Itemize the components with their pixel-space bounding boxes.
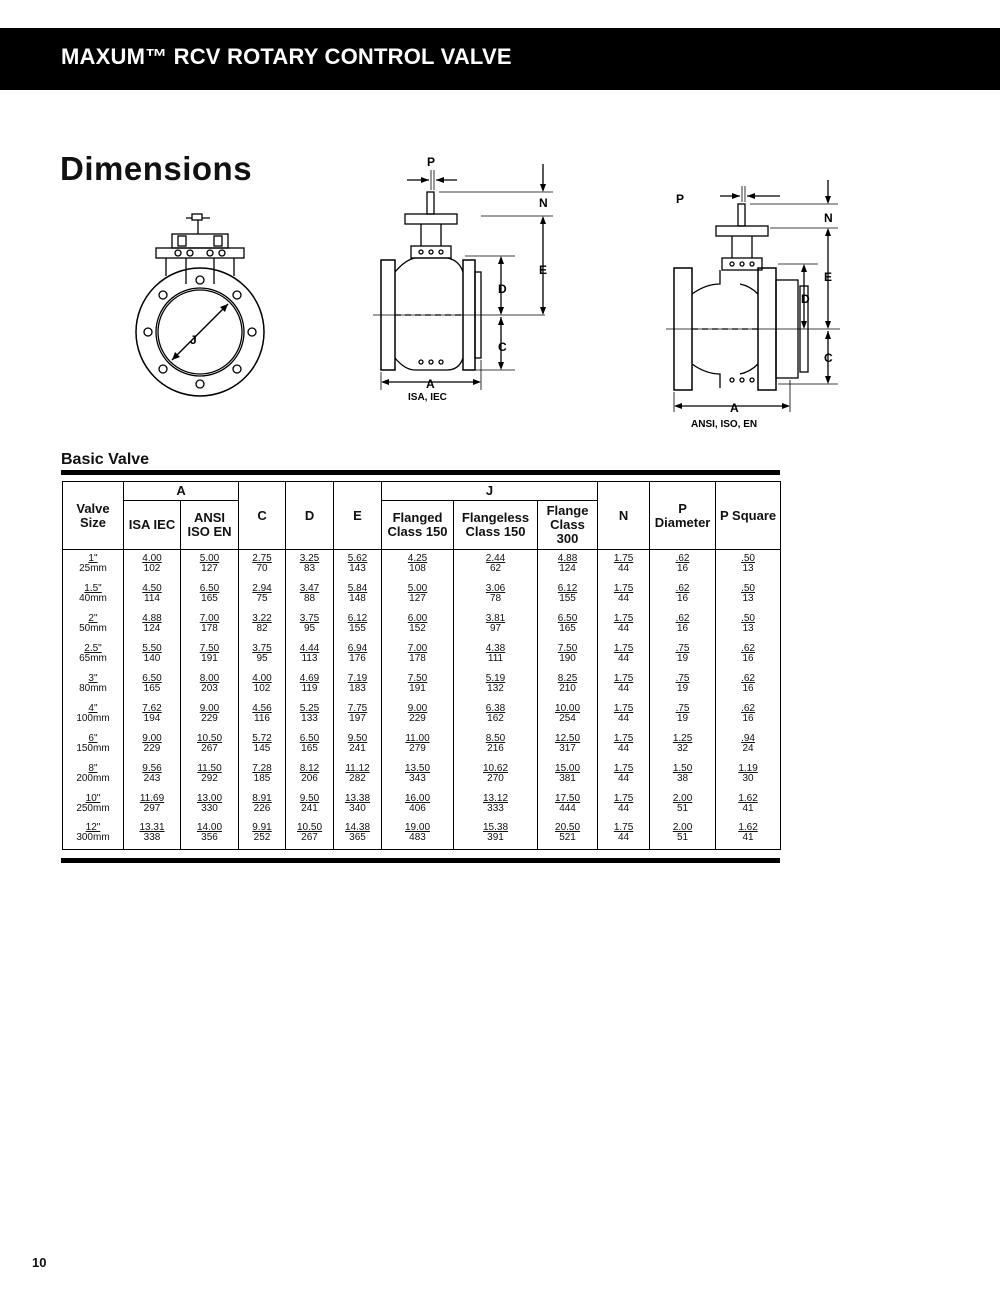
cell-j150: $\frac{16.00}{406}$ xyxy=(382,790,454,820)
cell-ansi: $\frac{7.00}{178}$ xyxy=(181,610,239,640)
cell-n: $\frac{1.75}{44}$ xyxy=(598,610,650,640)
cell-j150: $\frac{5.00}{127}$ xyxy=(382,580,454,610)
cell-c: $\frac{4.00}{102}$ xyxy=(239,670,286,700)
cell-isa: $\frac{4.88}{124}$ xyxy=(124,610,181,640)
cell-pd: $\frac{1.50}{38}$ xyxy=(650,760,716,790)
cell-j150: $\frac{7.00}{178}$ xyxy=(382,640,454,670)
cell-isa: $\frac{9.56}{243}$ xyxy=(124,760,181,790)
header-bar xyxy=(0,28,1000,90)
table-row xyxy=(63,640,781,670)
ansi-label-n: N xyxy=(824,211,833,225)
cell-jfl: $\frac{10.62}{270}$ xyxy=(454,760,538,790)
cell-d: $\frac{8.12}{206}$ xyxy=(286,760,334,790)
ansi-caption: ANSI, ISO, EN xyxy=(691,419,758,430)
top-rule xyxy=(61,470,780,475)
cell-e: $\frac{5.62}{143}$ xyxy=(334,550,382,580)
header-title: MAXUM™ RCV ROTARY CONTROL VALVE xyxy=(61,44,512,69)
cell-ansi: $\frac{13.00}{330}$ xyxy=(181,790,239,820)
cell-size: $\frac{3"}{80mm}$ xyxy=(63,670,124,700)
cell-jfl: $\frac{4.38}{111}$ xyxy=(454,640,538,670)
cell-j300: $\frac{6.50}{165}$ xyxy=(538,610,598,640)
cell-ps: $\frac{.62}{16}$ xyxy=(716,640,781,670)
cell-size: $\frac{1.5"}{40mm}$ xyxy=(63,580,124,610)
cell-pd: $\frac{.75}{19}$ xyxy=(650,670,716,700)
isa-label-e: E xyxy=(539,263,548,277)
header-c: C xyxy=(239,482,286,550)
cell-ps: $\frac{1.62}{41}$ xyxy=(716,820,781,850)
table-row xyxy=(63,670,781,700)
cell-isa: $\frac{4.00}{102}$ xyxy=(124,550,181,580)
dimensions-table xyxy=(62,481,781,850)
front-view-drawing xyxy=(130,210,270,400)
cell-jfl: $\frac{3.06}{78}$ xyxy=(454,580,538,610)
cell-ps: $\frac{.62}{16}$ xyxy=(716,700,781,730)
cell-d: $\frac{6.50}{165}$ xyxy=(286,730,334,760)
cell-size: $\frac{8"}{200mm}$ xyxy=(63,760,124,790)
header-isa-iec: ISA IEC xyxy=(124,501,181,550)
cell-pd: $\frac{.75}{19}$ xyxy=(650,640,716,670)
cell-j300: $\frac{6.12}{155}$ xyxy=(538,580,598,610)
header-group-a: A xyxy=(124,482,239,501)
cell-c: $\frac{4.56}{116}$ xyxy=(239,700,286,730)
page-title: Dimensions xyxy=(60,150,253,187)
cell-ansi: $\frac{10.50}{267}$ xyxy=(181,730,239,760)
cell-j150: $\frac{9.00}{229}$ xyxy=(382,700,454,730)
cell-ps: $\frac{.50}{13}$ xyxy=(716,550,781,580)
cell-d: $\frac{5.25}{133}$ xyxy=(286,700,334,730)
cell-j150: $\frac{4.25}{108}$ xyxy=(382,550,454,580)
cell-e: $\frac{6.94}{176}$ xyxy=(334,640,382,670)
dimensions-table-body xyxy=(63,550,781,850)
cell-c: $\frac{3.22}{82}$ xyxy=(239,610,286,640)
cell-ansi: $\frac{11.50}{292}$ xyxy=(181,760,239,790)
cell-pd: $\frac{.62}{16}$ xyxy=(650,610,716,640)
header-ansi-iso-en: ANSI ISO EN xyxy=(181,501,239,550)
cell-j300: $\frac{17.50}{444}$ xyxy=(538,790,598,820)
cell-jfl: $\frac{6.38}{162}$ xyxy=(454,700,538,730)
cell-jfl: $\frac{8.50}{216}$ xyxy=(454,730,538,760)
cell-d: $\frac{3.25}{83}$ xyxy=(286,550,334,580)
cell-n: $\frac{1.75}{44}$ xyxy=(598,580,650,610)
cell-c: $\frac{7.28}{185}$ xyxy=(239,760,286,790)
section-title: Basic Valve xyxy=(61,451,150,468)
isa-side-view-drawing xyxy=(365,150,560,410)
cell-jfl: $\frac{5.19}{132}$ xyxy=(454,670,538,700)
cell-c: $\frac{2.94}{75}$ xyxy=(239,580,286,610)
cell-n: $\frac{1.75}{44}$ xyxy=(598,820,650,850)
ansi-label-c: C xyxy=(824,351,833,365)
cell-ps: $\frac{.94}{24}$ xyxy=(716,730,781,760)
cell-isa: $\frac{13.31}{338}$ xyxy=(124,820,181,850)
table-row xyxy=(63,610,781,640)
cell-j300: $\frac{20.50}{521}$ xyxy=(538,820,598,850)
cell-pd: $\frac{.62}{16}$ xyxy=(650,550,716,580)
isa-label-a: A xyxy=(426,377,435,391)
cell-e: $\frac{7.19}{183}$ xyxy=(334,670,382,700)
cell-j300: $\frac{7.50}{190}$ xyxy=(538,640,598,670)
cell-d: $\frac{4.69}{119}$ xyxy=(286,670,334,700)
cell-n: $\frac{1.75}{44}$ xyxy=(598,790,650,820)
cell-ps: $\frac{.50}{13}$ xyxy=(716,610,781,640)
cell-jfl: $\frac{15.38}{391}$ xyxy=(454,820,538,850)
cell-n: $\frac{1.75}{44}$ xyxy=(598,730,650,760)
cell-size: $\frac{12"}{300mm}$ xyxy=(63,820,124,850)
cell-e: $\frac{7.75}{197}$ xyxy=(334,700,382,730)
table-row xyxy=(63,550,781,580)
cell-pd: $\frac{2.00}{51}$ xyxy=(650,790,716,820)
bottom-rule xyxy=(61,858,780,863)
cell-isa: $\frac{6.50}{165}$ xyxy=(124,670,181,700)
cell-d: $\frac{10.50}{267}$ xyxy=(286,820,334,850)
cell-e: $\frac{5.84}{148}$ xyxy=(334,580,382,610)
cell-j300: $\frac{8.25}{210}$ xyxy=(538,670,598,700)
cell-size: $\frac{1"}{25mm}$ xyxy=(63,550,124,580)
cell-c: $\frac{2.75}{70}$ xyxy=(239,550,286,580)
cell-e: $\frac{11.12}{282}$ xyxy=(334,760,382,790)
cell-j300: $\frac{12.50}{317}$ xyxy=(538,730,598,760)
header-e: E xyxy=(334,482,382,550)
cell-size: $\frac{4"}{100mm}$ xyxy=(63,700,124,730)
cell-jfl: $\frac{3.81}{97}$ xyxy=(454,610,538,640)
isa-label-c: C xyxy=(498,340,507,354)
cell-isa: $\frac{11.69}{297}$ xyxy=(124,790,181,820)
cell-d: $\frac{3.47}{88}$ xyxy=(286,580,334,610)
cell-e: $\frac{9.50}{241}$ xyxy=(334,730,382,760)
ansi-label-a: A xyxy=(730,401,739,415)
cell-d: $\frac{9.50}{241}$ xyxy=(286,790,334,820)
isa-label-d: D xyxy=(498,282,507,296)
cell-j150: $\frac{19.00}{483}$ xyxy=(382,820,454,850)
ansi-label-p: P xyxy=(676,192,685,206)
header-valve-size: Valve Size xyxy=(63,482,124,550)
cell-isa: $\frac{7.62}{194}$ xyxy=(124,700,181,730)
isa-caption: ISA, IEC xyxy=(408,392,447,403)
header-group-j: J xyxy=(382,482,598,501)
cell-isa: $\frac{4.50}{114}$ xyxy=(124,580,181,610)
cell-e: $\frac{6.12}{155}$ xyxy=(334,610,382,640)
cell-d: $\frac{4.44}{113}$ xyxy=(286,640,334,670)
header-flangeless-150: Flangeless Class 150 xyxy=(454,501,538,550)
cell-c: $\frac{9.91}{252}$ xyxy=(239,820,286,850)
cell-e: $\frac{13.38}{340}$ xyxy=(334,790,382,820)
cell-j300: $\frac{10.00}{254}$ xyxy=(538,700,598,730)
cell-ps: $\frac{1.62}{41}$ xyxy=(716,790,781,820)
header-p-diameter: P Diameter xyxy=(650,482,716,550)
cell-size: $\frac{10"}{250mm}$ xyxy=(63,790,124,820)
cell-c: $\frac{8.91}{226}$ xyxy=(239,790,286,820)
cell-size: $\frac{2.5"}{65mm}$ xyxy=(63,640,124,670)
ansi-side-view-drawing xyxy=(660,176,850,436)
header-p-square: P Square xyxy=(716,482,781,550)
header-flanged-150: Flanged Class 150 xyxy=(382,501,454,550)
label-j: J xyxy=(190,333,197,347)
cell-j150: $\frac{11.00}{279}$ xyxy=(382,730,454,760)
cell-ansi: $\frac{9.00}{229}$ xyxy=(181,700,239,730)
cell-ansi: $\frac{14.00}{356}$ xyxy=(181,820,239,850)
header-n: N xyxy=(598,482,650,550)
cell-n: $\frac{1.75}{44}$ xyxy=(598,640,650,670)
table-row xyxy=(63,730,781,760)
cell-ansi: $\frac{6.50}{165}$ xyxy=(181,580,239,610)
cell-jfl: $\frac{2.44}{62}$ xyxy=(454,550,538,580)
header-d: D xyxy=(286,482,334,550)
table-row xyxy=(63,760,781,790)
cell-e: $\frac{14.38}{365}$ xyxy=(334,820,382,850)
ansi-label-d: D xyxy=(801,292,810,306)
isa-label-p: P xyxy=(427,155,436,169)
cell-j300: $\frac{15.00}{381}$ xyxy=(538,760,598,790)
table-row xyxy=(63,580,781,610)
table-row xyxy=(63,700,781,730)
cell-pd: $\frac{.62}{16}$ xyxy=(650,580,716,610)
cell-n: $\frac{1.75}{44}$ xyxy=(598,700,650,730)
cell-j150: $\frac{13.50}{343}$ xyxy=(382,760,454,790)
cell-j150: $\frac{6.00}{152}$ xyxy=(382,610,454,640)
isa-label-n: N xyxy=(539,196,548,210)
cell-ps: $\frac{.62}{16}$ xyxy=(716,670,781,700)
cell-pd: $\frac{1.25}{32}$ xyxy=(650,730,716,760)
cell-n: $\frac{1.75}{44}$ xyxy=(598,670,650,700)
cell-size: $\frac{2"}{50mm}$ xyxy=(63,610,124,640)
cell-pd: $\frac{2.00}{51}$ xyxy=(650,820,716,850)
table-row xyxy=(63,820,781,850)
header-flange-300: Flange Class 300 xyxy=(538,501,598,550)
cell-c: $\frac{3.75}{95}$ xyxy=(239,640,286,670)
cell-ansi: $\frac{5.00}{127}$ xyxy=(181,550,239,580)
page-number: 10 xyxy=(32,1255,47,1270)
cell-ps: $\frac{1.19}{30}$ xyxy=(716,760,781,790)
cell-j300: $\frac{4.88}{124}$ xyxy=(538,550,598,580)
cell-isa: $\frac{9.00}{229}$ xyxy=(124,730,181,760)
cell-size: $\frac{6"}{150mm}$ xyxy=(63,730,124,760)
table-row xyxy=(63,790,781,820)
cell-ansi: $\frac{7.50}{191}$ xyxy=(181,640,239,670)
cell-isa: $\frac{5.50}{140}$ xyxy=(124,640,181,670)
cell-pd: $\frac{.75}{19}$ xyxy=(650,700,716,730)
ansi-label-e: E xyxy=(824,270,833,284)
cell-jfl: $\frac{13.12}{333}$ xyxy=(454,790,538,820)
cell-ps: $\frac{.50}{13}$ xyxy=(716,580,781,610)
cell-d: $\frac{3.75}{95}$ xyxy=(286,610,334,640)
cell-ansi: $\frac{8.00}{203}$ xyxy=(181,670,239,700)
cell-n: $\frac{1.75}{44}$ xyxy=(598,760,650,790)
cell-c: $\frac{5.72}{145}$ xyxy=(239,730,286,760)
cell-j150: $\frac{7.50}{191}$ xyxy=(382,670,454,700)
cell-n: $\frac{1.75}{44}$ xyxy=(598,550,650,580)
